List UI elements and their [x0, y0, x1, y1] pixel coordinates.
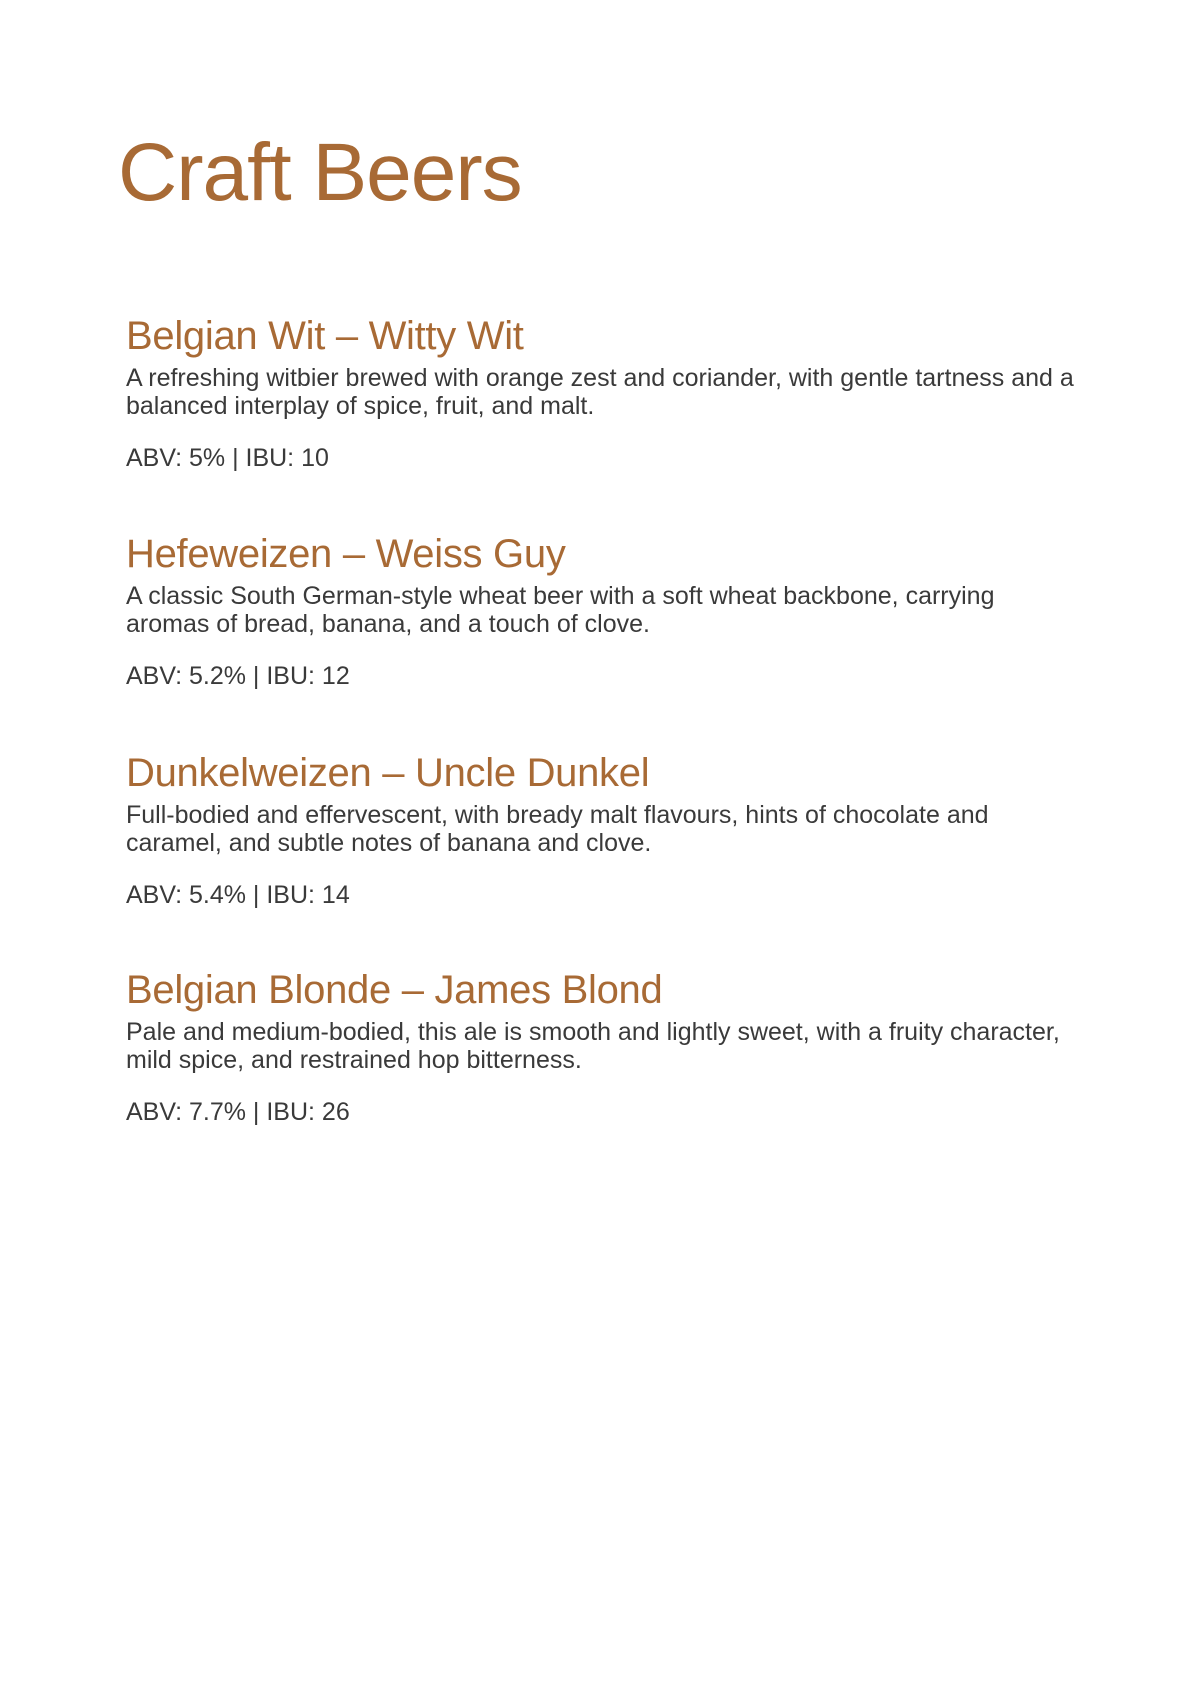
beer-item-belgian-wit [126, 314, 1076, 472]
beer-stats: ABV: 5.4% | IBU: 14 [126, 881, 350, 909]
beer-stats: ABV: 5% | IBU: 10 [126, 444, 329, 472]
page-title: Craft Beers [118, 127, 522, 218]
beer-name: Belgian Wit – Witty Wit [126, 314, 524, 358]
beer-description: A classic South German-style wheat beer with a soft wheat backbone, carrying aromas of bread, banana, and a touch of clove. [126, 582, 995, 638]
beer-description: Full-bodied and effervescent, with bready malt flavours, hints of chocolate and caramel, and subtle notes of banana and clove. [126, 801, 989, 857]
beer-description: Pale and medium-bodied, this ale is smooth and lightly sweet, with a fruity character, mild spice, and restrained hop bitterness. [126, 1018, 1060, 1074]
beer-item-hefeweizen [126, 532, 1076, 690]
beer-stats: ABV: 7.7% | IBU: 26 [126, 1098, 350, 1126]
beer-name: Hefeweizen – Weiss Guy [126, 532, 566, 576]
beer-stats: ABV: 5.2% | IBU: 12 [126, 662, 350, 690]
beer-item-dunkelweizen [126, 751, 1076, 909]
beer-name: Dunkelweizen – Uncle Dunkel [126, 751, 650, 795]
beer-description: A refreshing witbier brewed with orange zest and coriander, with gentle tartness and a balanced interplay of spice, fruit, and malt. [126, 364, 1074, 420]
beer-name: Belgian Blonde – James Blond [126, 968, 663, 1012]
beer-item-belgian-blonde [126, 968, 1076, 1126]
